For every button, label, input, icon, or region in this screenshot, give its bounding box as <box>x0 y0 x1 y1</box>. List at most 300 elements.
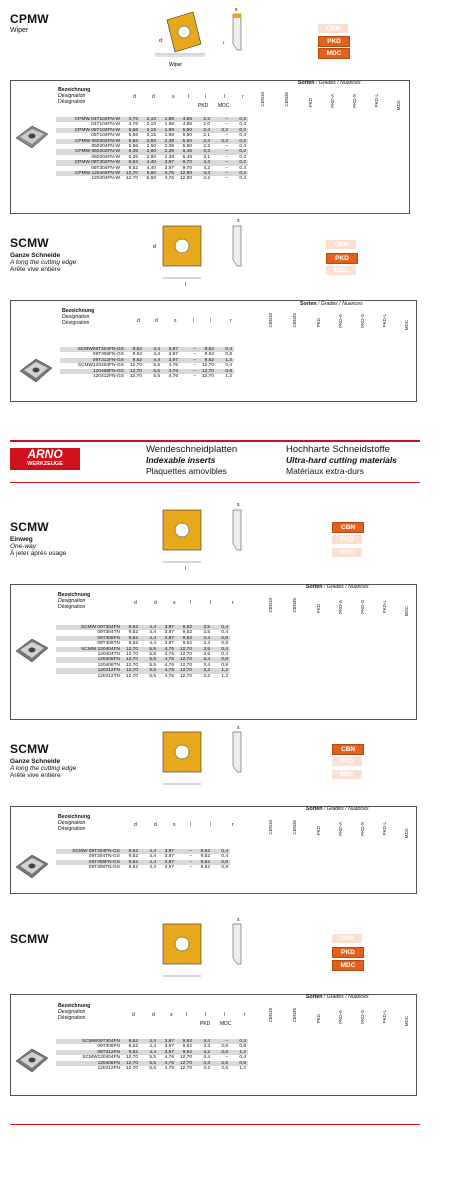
value-cell: 2,15 <box>140 128 158 133</box>
value-cell: 4,2 <box>203 176 210 182</box>
scmw-gs-cbn-insert-thumb <box>14 852 50 882</box>
banner-de-right: Hochharte Schneidstoffe <box>286 444 390 455</box>
value-cell: 0,8 <box>212 860 230 865</box>
value-cell: 4,76 <box>158 657 176 662</box>
gcol-pkdl: PKD-L <box>382 314 387 328</box>
designation-cell: 09T308FN-GS <box>56 860 122 865</box>
col-l1: l <box>210 600 212 606</box>
scmw-gs-cbn-sorten: Sorten / Grades / Nuances <box>306 806 369 812</box>
value-cell: 4,3 <box>194 1061 212 1066</box>
value-cell: 5,5 <box>149 673 156 679</box>
value-cell: 4,85 <box>176 117 194 122</box>
designation-cell: 09T312FN-GS <box>60 358 126 363</box>
value-cell: 9,52 <box>128 854 138 860</box>
value-cell: 9,52 <box>182 630 192 636</box>
grade-badge-mdc: MDC <box>326 266 356 275</box>
footer-rule <box>10 1124 420 1125</box>
scmw-pkd-insert-drawing <box>145 916 255 988</box>
value-cell: 5,50 <box>140 171 158 176</box>
value-cell: 0,8 <box>225 352 232 358</box>
value-cell: – <box>212 117 230 122</box>
value-cell: 4,76 <box>164 1055 174 1061</box>
value-cell: 9,52 <box>122 636 140 641</box>
value-cell: 12,70 <box>176 668 194 673</box>
grade-badge-cbn: CBN <box>318 24 348 33</box>
value-cell: 5,56 <box>128 133 138 139</box>
svg-text:s: s <box>237 218 240 224</box>
value-cell: 4,3 <box>203 1044 210 1050</box>
value-cell: 9,52 <box>122 160 140 165</box>
value-cell: 12,70 <box>176 647 194 652</box>
value-cell: 2,10 <box>146 122 156 128</box>
value-cell: 5,56 <box>128 144 138 150</box>
designation-cell: SCMW09T304FN <box>56 1039 122 1044</box>
gcol-pkd: PKD <box>316 1014 321 1024</box>
value-cell: 12,70 <box>176 1061 194 1066</box>
value-cell: 5,5 <box>149 1066 156 1072</box>
svg-text:s: s <box>237 502 240 508</box>
value-cell: 3,97 <box>164 865 174 871</box>
designation-cell: CPMW 050202FN-W <box>56 139 122 144</box>
value-cell: 6,35 <box>122 149 140 154</box>
value-cell: 4,76 <box>122 117 140 122</box>
value-cell: 0,8 <box>216 369 234 374</box>
col-l: l <box>193 318 195 324</box>
designation-cell: 09T308FN-GS <box>92 352 124 358</box>
value-cell: 4,4 <box>140 1050 158 1055</box>
col-d: d <box>134 822 137 828</box>
value-cell: – <box>193 374 196 380</box>
value-cell: 4,4 <box>153 352 160 358</box>
value-cell: 4,76 <box>158 171 176 176</box>
value-cell: 0,8 <box>221 641 228 647</box>
designation-cell: 120404FN-W <box>91 176 120 182</box>
value-cell: 12,70 <box>125 176 138 182</box>
value-cell: 9,52 <box>176 636 194 641</box>
value-cell: 0,4 <box>212 625 230 630</box>
svg-text:s: s <box>237 725 240 731</box>
value-cell: 3,97 <box>162 358 180 363</box>
value-cell: 3,97 <box>164 165 174 171</box>
scmw-pkd-insert-thumb <box>14 1046 50 1076</box>
value-cell: 12,70 <box>122 171 140 176</box>
value-cell: 9,52 <box>194 849 212 854</box>
col-s: s <box>173 600 176 606</box>
gcol-pkds: PKD-S <box>360 314 365 328</box>
subcol-pkd: PKD <box>198 103 209 109</box>
designation-cell: 120412FN <box>97 1066 120 1072</box>
gcol-pkda: PKD-A <box>338 600 343 614</box>
col-s: s <box>174 318 177 324</box>
gcol-pkds: PKD-S <box>352 94 357 108</box>
grade-badge-pkd: PKD <box>332 535 362 544</box>
value-cell: 0,4 <box>212 647 230 652</box>
designation-cell: CPMW 05T102FN-W <box>56 128 122 133</box>
designation-cell: 05T104FN-W <box>91 133 120 139</box>
value-cell: 4,76 <box>164 176 174 182</box>
value-cell: 12,70 <box>201 374 214 380</box>
value-cell: 0,2 <box>230 171 248 176</box>
designation-cell: 060204FN-W <box>91 154 120 160</box>
gcol-cbn10: CBN10 <box>260 92 265 107</box>
col-l: l <box>186 1012 188 1018</box>
value-cell: 9,52 <box>176 1039 194 1044</box>
banner-left <box>146 444 237 477</box>
scmw-gs-insert-thumb <box>18 356 54 386</box>
section-subtitle-scmw-gs: Ganze Schneide A long the cutting edge Arête vive entière <box>10 252 77 273</box>
value-cell: 2,10 <box>140 117 158 122</box>
value-cell: 0,4 <box>221 854 228 860</box>
value-cell: 12,70 <box>179 1055 192 1061</box>
value-cell: 0,4 <box>239 122 246 128</box>
value-cell: 0,2 <box>230 139 248 144</box>
col-r: r <box>232 822 234 828</box>
designation-cell: 09T312FN <box>56 1050 122 1055</box>
value-cell: 0,4 <box>239 154 246 160</box>
arno-logo-text: ARNO <box>27 447 63 461</box>
designation-cell: 120408FN-GS <box>60 369 126 374</box>
value-cell: 5,5 <box>140 657 158 662</box>
col-d: d <box>134 600 137 606</box>
col-l: l <box>188 94 190 100</box>
col-d: d <box>133 94 136 100</box>
value-cell: 4,4 <box>194 1039 212 1044</box>
designation-cell: 120412FN <box>56 668 122 673</box>
value-cell: 9,70 <box>176 160 194 165</box>
cpmw-table <box>56 117 248 182</box>
value-cell: 2,2 <box>194 117 212 122</box>
value-cell: 4,4 <box>194 171 212 176</box>
designation-cell: 120408FN <box>56 1061 122 1066</box>
designation-cell: CPMW 060202FN-W <box>56 149 122 154</box>
scmw-gs-insert-drawing <box>145 216 255 292</box>
value-cell: 3,97 <box>158 636 176 641</box>
gcol-pkdl: PKD-L <box>382 822 387 836</box>
value-cell: 0,8 <box>221 865 228 871</box>
value-cell: 4,4 <box>149 630 156 636</box>
col-d1: d <box>154 822 157 828</box>
value-cell: 4,76 <box>158 668 176 673</box>
value-cell: 4,4 <box>203 1055 210 1061</box>
col-r: r <box>232 600 234 606</box>
value-cell: 4,76 <box>164 1066 174 1072</box>
value-cell: – <box>193 363 196 369</box>
value-cell: 4,76 <box>128 122 138 128</box>
designation-cell: 120412TN <box>97 673 120 679</box>
value-cell: 6,35 <box>128 154 138 160</box>
grade-badge-cbn: CBN <box>332 744 364 755</box>
value-cell: 1,2 <box>216 358 234 363</box>
scmw-gs-sorten: Sorten / Grades / Nuances <box>300 301 363 307</box>
value-cell: 0,8 <box>212 657 230 662</box>
value-cell: – <box>225 122 228 128</box>
value-cell: 12,90 <box>176 171 194 176</box>
gcol-pkda: PKD-A <box>338 822 343 836</box>
value-cell: 4,4 <box>140 636 158 641</box>
grade-badge-mdc: MDC <box>318 48 350 59</box>
col-s: s <box>170 1012 173 1018</box>
gcol-cbn35: CBN35 <box>292 820 297 835</box>
value-cell: 0,4 <box>239 144 246 150</box>
col-l1: l <box>205 94 207 100</box>
value-cell: 5,50 <box>182 144 192 150</box>
value-cell: 4,4 <box>140 849 158 854</box>
banner-fr-left: Plaquettes amovibles <box>146 466 227 476</box>
value-cell: 4,76 <box>158 1061 176 1066</box>
value-cell: 4,76 <box>162 369 180 374</box>
value-cell: 12,70 <box>126 369 144 374</box>
col-d: d <box>132 1012 135 1018</box>
value-cell: 4,4 <box>149 865 156 871</box>
value-cell: 2,6 <box>212 1061 230 1066</box>
value-cell: 9,52 <box>122 849 140 854</box>
value-cell: 12,70 <box>125 1066 138 1072</box>
col-l1: l <box>210 822 212 828</box>
value-cell: 3,97 <box>158 625 176 630</box>
value-cell: 9,52 <box>182 1044 192 1050</box>
grade-badge-pkd: PKD <box>318 36 350 47</box>
value-cell: 6,45 <box>176 149 194 154</box>
scmw-einweg-table <box>56 625 230 679</box>
value-cell: 4,76 <box>164 652 174 658</box>
value-cell: 6,45 <box>182 154 192 160</box>
value-cell: 12,70 <box>122 647 140 652</box>
col-s: s <box>172 94 175 100</box>
cpmw-insert-thumb <box>14 122 50 152</box>
value-cell: – <box>225 144 228 150</box>
value-cell: 0,4 <box>225 363 232 369</box>
value-cell: 5,5 <box>153 374 160 380</box>
value-cell: 0,4 <box>221 652 228 658</box>
value-cell: 0,8 <box>221 662 228 668</box>
value-cell: 1,2 <box>230 1050 248 1055</box>
designation-cell: SCMW120404FN <box>82 1055 120 1061</box>
gcol-pkda: PKD-A <box>330 94 335 108</box>
grade-badge-pkd: PKD <box>332 947 364 958</box>
value-cell: 5,5 <box>149 652 156 658</box>
gcol-cbn35: CBN35 <box>292 598 297 613</box>
value-cell: 5,5 <box>140 668 158 673</box>
designation-cell: SCMW09T304FN-GS <box>60 347 126 352</box>
section-title-cpmw: CPMW <box>10 12 49 26</box>
value-cell: 2,38 <box>164 144 174 150</box>
value-cell: 2,5 <box>221 1066 228 1072</box>
value-cell: 3,97 <box>162 347 180 352</box>
value-cell: 2,15 <box>146 133 156 139</box>
section-title-scmw-gs: SCMW <box>10 236 49 250</box>
value-cell: 9,52 <box>200 854 210 860</box>
value-cell: 4,76 <box>168 363 178 369</box>
value-cell: 12,70 <box>179 652 192 658</box>
gcol-mdc: MDC <box>404 1016 409 1027</box>
value-cell: 2,38 <box>158 139 176 144</box>
scmw-gs-cbn-table-header: Bezeichnung Designation Désignation <box>58 814 91 832</box>
value-cell: – <box>180 358 198 363</box>
value-cell: 9,52 <box>128 865 138 871</box>
value-cell: 2,38 <box>164 154 174 160</box>
value-cell: 12,70 <box>179 673 192 679</box>
grade-badge-mdc: MDC <box>332 548 362 557</box>
scmw-gs-cbn-insert-drawing <box>145 724 255 796</box>
value-cell: 0,2 <box>230 128 248 133</box>
table-row <box>56 1066 248 1071</box>
designation-cell: 09T304FN-W <box>91 165 120 171</box>
value-cell: 9,52 <box>128 630 138 636</box>
table-row <box>56 176 248 181</box>
gcol-mdc: MDC <box>404 828 409 839</box>
grade-badge-pkd: PKD <box>326 253 358 264</box>
value-cell: 5,5 <box>153 363 160 369</box>
designation-cell: 09T308FN <box>97 1044 120 1050</box>
designation-cell: 120408TN <box>97 662 120 668</box>
value-cell: 5,5 <box>149 662 156 668</box>
gcol-cbn35: CBN35 <box>284 92 289 107</box>
value-cell: 0,4 <box>239 165 246 171</box>
value-cell: 9,52 <box>176 625 194 630</box>
value-cell: 5,5 <box>144 369 162 374</box>
value-cell: 9,52 <box>122 1050 140 1055</box>
value-cell: 3,97 <box>164 630 174 636</box>
value-cell: 2,50 <box>146 144 156 150</box>
banner-right <box>286 444 397 477</box>
value-cell: 9,52 <box>126 347 144 352</box>
value-cell: 0,4 <box>239 133 246 139</box>
gcol-cbn10: CBN10 <box>268 820 273 835</box>
scmw-gs-cbn-table <box>56 849 230 871</box>
value-cell: 3,4 <box>194 636 212 641</box>
value-cell: 3,3 <box>194 149 212 154</box>
svg-text:d: d <box>153 244 156 250</box>
value-cell: 12,70 <box>198 369 216 374</box>
value-cell: 2,0 <box>203 122 210 128</box>
section-subtitle-cpmw: Wiper <box>10 27 29 34</box>
value-cell: 1,98 <box>158 128 176 133</box>
value-cell: 4,85 <box>182 122 192 128</box>
col-l1b: l <box>224 94 226 100</box>
value-cell: 12,70 <box>125 673 138 679</box>
value-cell: 3,97 <box>164 641 174 647</box>
value-cell: 0,2 <box>230 117 248 122</box>
gcol-pkda: PKD-A <box>338 314 343 328</box>
table-row <box>60 374 234 379</box>
value-cell: 2,1 <box>203 133 210 139</box>
value-cell: 4,76 <box>158 647 176 652</box>
value-cell: – <box>225 154 228 160</box>
value-cell: 9,52 <box>198 347 216 352</box>
gcol-pkdl: PKD-L <box>374 94 379 108</box>
gcol-pkda: PKD-A <box>338 1010 343 1024</box>
scmw-einweg-insert-drawing <box>145 500 255 576</box>
value-cell: 0,4 <box>230 1039 248 1044</box>
subcol-mdc: MDC <box>220 1021 232 1027</box>
gcol-pkd: PKD <box>308 98 313 108</box>
value-cell: 2,2 <box>212 139 230 144</box>
col-r: r <box>242 94 244 100</box>
value-cell: 2,4 <box>194 139 212 144</box>
value-cell: 5,50 <box>176 128 194 133</box>
cpmw-insert-drawing <box>145 4 255 76</box>
gcol-pkdl: PKD-L <box>382 1010 387 1024</box>
col-l1: l <box>210 318 212 324</box>
col-d1: d <box>154 600 157 606</box>
banner-rule-bottom <box>10 482 420 483</box>
value-cell: 3,5 <box>194 647 212 652</box>
designation-cell: 050204FN-W <box>91 144 120 150</box>
value-cell: – <box>180 369 198 374</box>
value-cell: 0,4 <box>239 176 246 182</box>
value-cell: 12,90 <box>179 176 192 182</box>
gcol-pkd: PKD <box>316 826 321 836</box>
value-cell: 12,70 <box>125 1055 138 1061</box>
value-cell: 9,52 <box>200 865 210 871</box>
banner-en-left: Indexable inserts <box>146 455 216 465</box>
value-cell: 12,70 <box>179 662 192 668</box>
value-cell: 9,52 <box>194 860 212 865</box>
subcol-mdc: MDC <box>218 103 230 109</box>
wiper-caption: Wiper <box>169 62 183 68</box>
value-cell: 3,4 <box>203 641 210 647</box>
value-cell: – <box>212 160 230 165</box>
col-d1: d <box>152 94 155 100</box>
designation-cell: SCMW 09T304FN-GS <box>56 849 122 854</box>
value-cell: 3,97 <box>158 1039 176 1044</box>
value-cell: 4,4 <box>144 347 162 352</box>
banner-en-right: Ultra-hard cutting materials <box>286 455 397 465</box>
value-cell: 12,70 <box>125 662 138 668</box>
value-cell: 5,56 <box>122 128 140 133</box>
section-title-scmw-gs-cbn: SCMW <box>10 742 49 756</box>
value-cell: 5,50 <box>176 139 194 144</box>
value-cell: 3,97 <box>164 854 174 860</box>
value-cell: 3,4 <box>203 662 210 668</box>
grade-badge-pkd: PKD <box>332 757 362 766</box>
value-cell: 1,2 <box>225 374 232 380</box>
value-cell: 0,2 <box>230 149 248 154</box>
value-cell: 3,97 <box>158 1050 176 1055</box>
cpmw-sorten: Sorten / Grades / Nuances <box>298 80 361 86</box>
col-d: d <box>137 318 140 324</box>
value-cell: 3,97 <box>158 860 176 865</box>
value-cell: – <box>180 347 198 352</box>
gcol-pkdl: PKD-L <box>382 600 387 614</box>
value-cell: 0,8 <box>239 1044 246 1050</box>
value-cell: 2,6 <box>212 1050 230 1055</box>
value-cell: 3,5 <box>203 630 210 636</box>
scmw-pkd-table-header: Bezeichnung Designation Désignation <box>58 1003 91 1021</box>
gcol-cbn10: CBN10 <box>268 1008 273 1023</box>
value-cell: 1,2 <box>221 673 228 679</box>
gcol-pkds: PKD-S <box>360 600 365 614</box>
value-cell: 12,70 <box>125 652 138 658</box>
value-cell: 0,4 <box>221 630 228 636</box>
value-cell: 12,70 <box>122 1061 140 1066</box>
value-cell: 4,4 <box>149 854 156 860</box>
value-cell: 4,4 <box>149 641 156 647</box>
value-cell: 2,38 <box>158 149 176 154</box>
value-cell: – <box>193 352 196 358</box>
scmw-gs-table <box>60 347 234 379</box>
svg-text:l: l <box>185 282 187 288</box>
value-cell: 0,2 <box>230 160 248 165</box>
gcol-cbn35: CBN35 <box>292 313 297 328</box>
section-title-scmw-pkd: SCMW <box>10 932 49 946</box>
value-cell: – <box>212 1039 230 1044</box>
value-cell: 4,2 <box>203 1066 210 1072</box>
value-cell: 3,97 <box>158 849 176 854</box>
value-cell: – <box>212 171 230 176</box>
arno-logo <box>10 448 80 470</box>
grade-badge-cbn: CBN <box>332 934 362 943</box>
